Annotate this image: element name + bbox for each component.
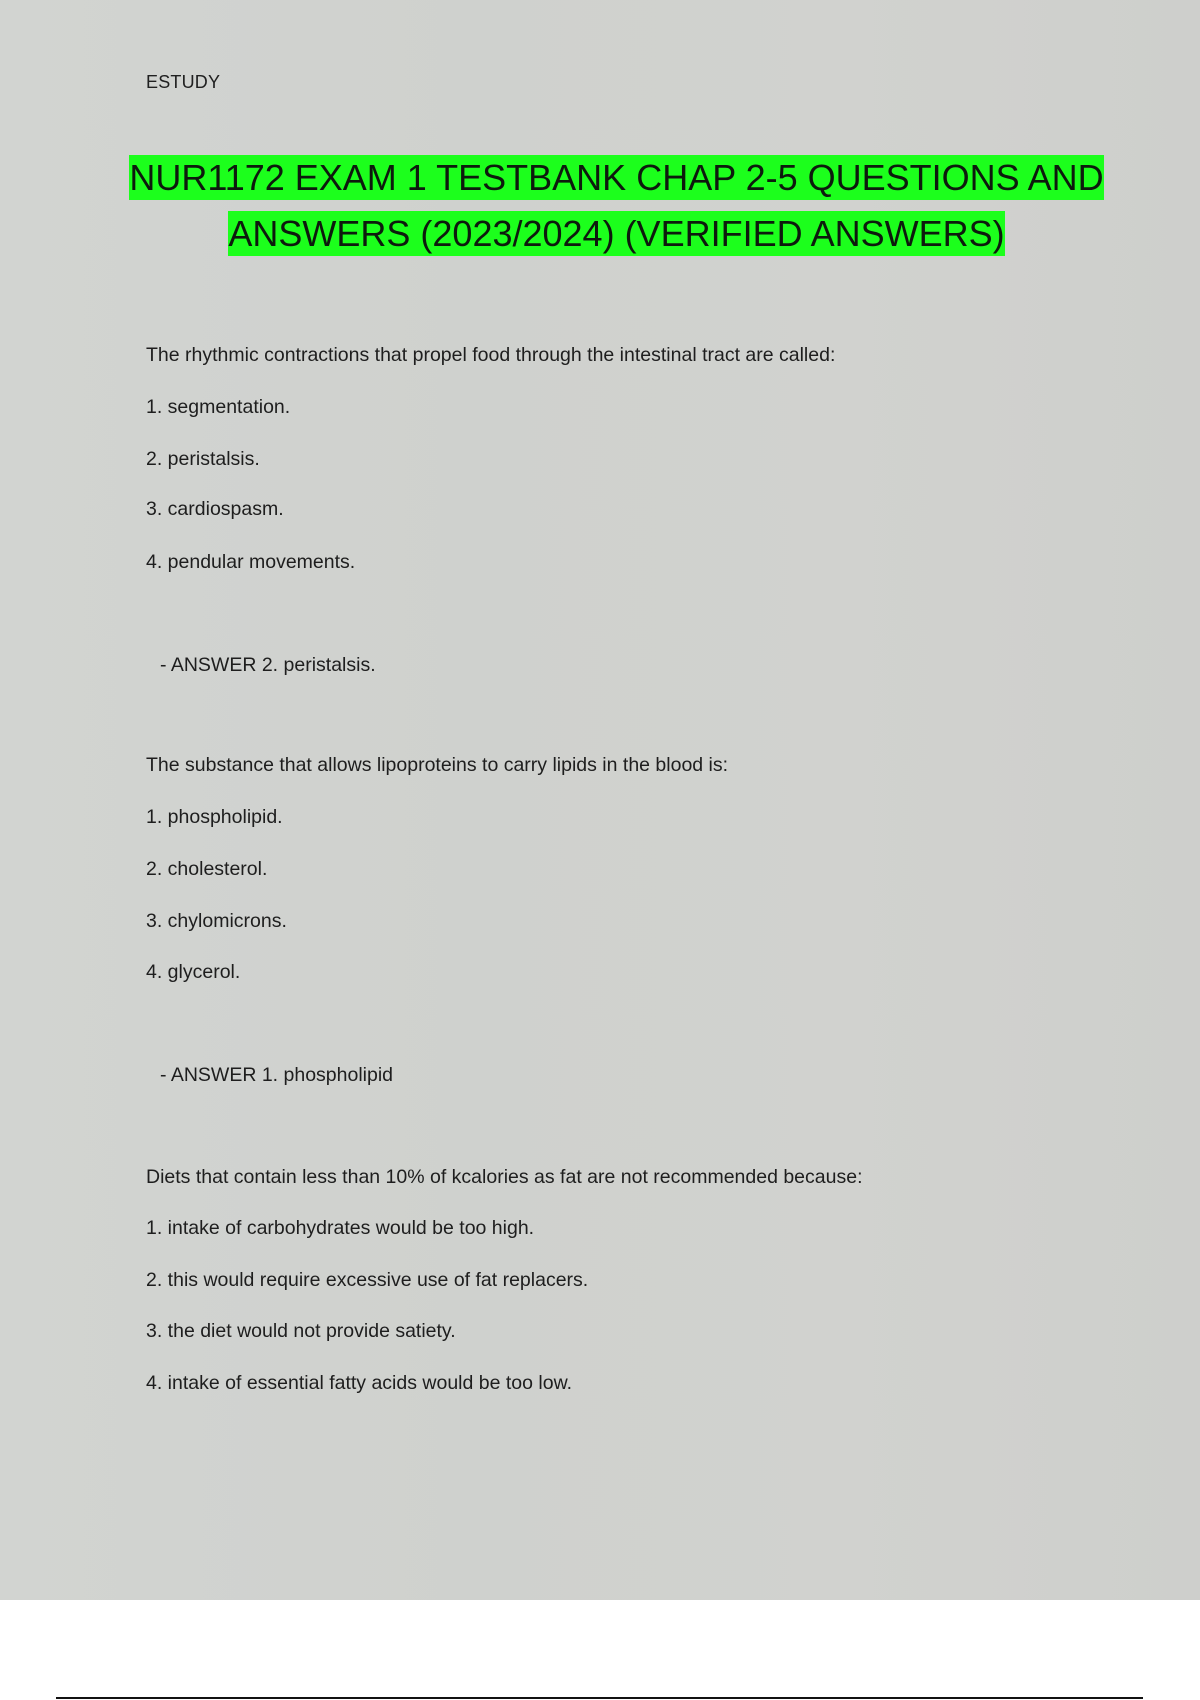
question-2-answer: - ANSWER 1. phospholipid xyxy=(160,1064,394,1086)
question-1-option-4: 4. pendular movements. xyxy=(146,551,356,573)
title-line-1: NUR1172 EXAM 1 TESTBANK CHAP 2-5 QUESTIONS AND xyxy=(129,157,1104,198)
question-3-option-4: 4. intake of essential fatty acids would be too low. xyxy=(146,1372,573,1394)
question-3-option-3: 3. the diet would not provide satiety. xyxy=(146,1320,456,1342)
title-line-2: ANSWERS (2023/2024) (VERIFIED ANSWERS) xyxy=(228,213,1005,254)
document-header-label: ESTUDY xyxy=(146,72,221,92)
question-1-prompt: The rhythmic contractions that propel food through the intestinal tract are called: xyxy=(146,344,836,366)
question-3-option-1: 1. intake of carbohydrates would be too high. xyxy=(146,1217,535,1239)
question-3-option-2: 2. this would require excessive use of fat replacers. xyxy=(146,1269,589,1291)
document-title xyxy=(80,150,1153,262)
question-2-option-4: 4. glycerol. xyxy=(146,961,241,983)
question-2-option-3: 3. chylomicrons. xyxy=(146,910,287,932)
question-1-option-1: 1. segmentation. xyxy=(146,396,291,418)
page-bottom-rule xyxy=(56,1697,1143,1699)
question-1-answer: - ANSWER 2. peristalsis. xyxy=(160,654,376,676)
question-1-option-2: 2. peristalsis. xyxy=(146,448,260,470)
question-1-option-3: 3. cardiospasm. xyxy=(146,498,284,520)
question-2-prompt: The substance that allows lipoproteins to carry lipids in the blood is: xyxy=(146,754,729,776)
question-2-option-1: 1. phospholipid. xyxy=(146,806,283,828)
question-3-prompt: Diets that contain less than 10% of kcalories as fat are not recommended because: xyxy=(146,1166,863,1188)
question-2-option-2: 2. cholesterol. xyxy=(146,858,268,880)
